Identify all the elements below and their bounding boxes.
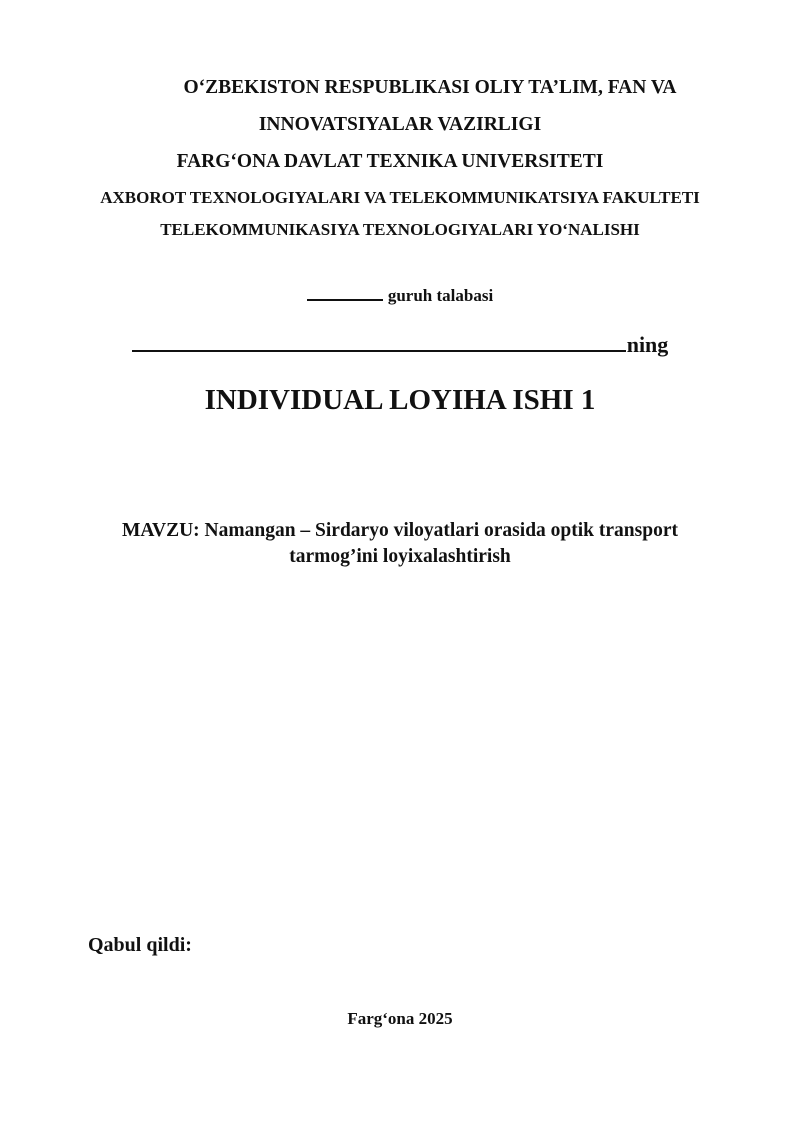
student-name-suffix: ning — [626, 332, 669, 357]
group-blank — [307, 285, 383, 301]
group-suffix: guruh talabasi — [387, 286, 494, 305]
university-name: FARG‘ONA DAVLAT TEXNIKA UNIVERSITETI — [176, 151, 604, 172]
student-name-line — [0, 328, 800, 358]
topic-line-1: MAVZU: Namangan – Sirdaryo viloyatlari orasida optik transport — [122, 520, 678, 541]
direction-name: TELEKOMMUNIKASIYA TEXNOLOGIYALARI YO‘NALISHI — [160, 220, 640, 239]
faculty-name: AXBOROT TEXNOLOGIYALARI VA TELEKOMMUNIKATSIYA FAKULTETI — [100, 188, 700, 207]
document-title: INDIVIDUAL LOYIHA ISHI 1 — [204, 384, 596, 416]
accepted-by-label: Qabul qildi: — [88, 934, 192, 956]
ministry-line-2: INNOVATSIYALAR VAZIRLIGI — [258, 114, 542, 135]
ministry-line-1: O‘ZBEKISTON RESPUBLIKASI OLIY TA’LIM, FAN VA — [183, 77, 677, 98]
student-name-blank — [132, 328, 626, 352]
city-year: Farg‘ona 2025 — [347, 1009, 453, 1028]
group-line — [0, 285, 800, 306]
topic-line-2: tarmog’ini loyixalashtirish — [289, 546, 511, 567]
